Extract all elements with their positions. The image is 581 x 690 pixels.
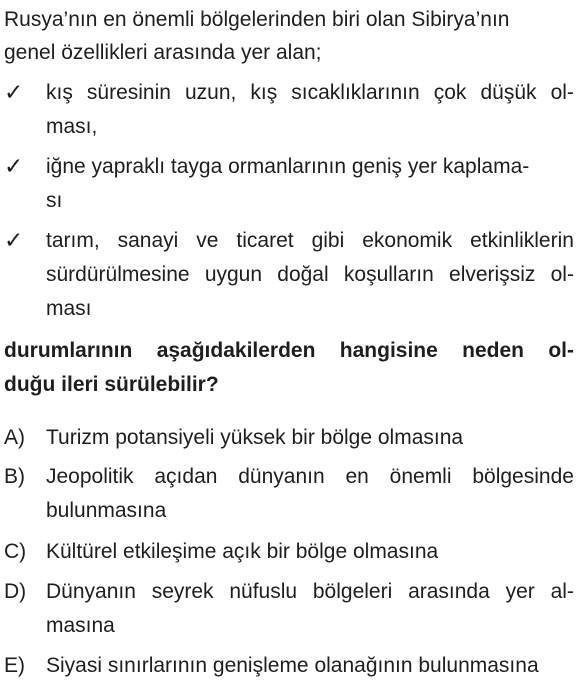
- word: bölgesinde: [472, 465, 574, 488]
- option-a-text[interactable]: Turizm potansiyeli yüksek bir bölge olmasına: [46, 426, 464, 449]
- word: koşulların: [343, 263, 434, 286]
- word: dünyanın: [238, 465, 325, 488]
- checklist-item-3-line-3: ması: [46, 297, 92, 320]
- word: sürdürülmesine: [46, 263, 190, 286]
- word: ve: [196, 229, 219, 252]
- option-d-letter[interactable]: D): [4, 580, 27, 603]
- word: elverişsiz: [449, 263, 536, 286]
- word: yer: [505, 580, 535, 603]
- word: uygun: [204, 263, 263, 286]
- word: bölgeleri: [312, 580, 393, 603]
- word: düşük: [480, 81, 537, 104]
- question-line-2: duğu ileri sürülebilir?: [4, 373, 219, 396]
- word: açıdan: [154, 465, 218, 488]
- option-a-letter[interactable]: A): [4, 426, 25, 449]
- word: ekonomik: [362, 229, 453, 252]
- checklist-item-1-line-1: [46, 81, 574, 105]
- word: etkinliklerin: [470, 229, 574, 252]
- word: Dünyanın: [46, 580, 136, 603]
- word: kış: [250, 81, 278, 104]
- word: hangisine: [339, 339, 438, 362]
- option-d-line-2[interactable]: masına: [46, 614, 115, 637]
- word: ol-: [550, 81, 574, 104]
- check-mark-icon: ✓: [4, 80, 24, 106]
- checklist-item-2-line-2: sı: [46, 189, 63, 212]
- intro-line-2: genel özellikleri arasında yer alan;: [4, 41, 322, 64]
- word: al-: [550, 580, 574, 603]
- word: aşağıdakilerden: [156, 339, 316, 362]
- intro-line-1: Rusya’nın en önemli bölgelerinden biri olan Sibirya’nın: [4, 8, 510, 31]
- checklist-item-3-line-1: [46, 229, 574, 253]
- check-mark-icon: ✓: [4, 228, 24, 254]
- word: çok: [433, 81, 467, 104]
- word: seyrek: [151, 580, 214, 603]
- word: gibi: [311, 229, 345, 252]
- word: Jeopolitik: [46, 465, 134, 488]
- word: ol-: [548, 339, 574, 362]
- word: sıcaklıklarının: [291, 81, 420, 104]
- word: süresinin: [86, 81, 171, 104]
- option-b-letter[interactable]: B): [4, 465, 25, 488]
- checklist-item-3-line-2: [46, 263, 574, 287]
- option-b-line-1[interactable]: [46, 465, 574, 489]
- word: durumlarının: [4, 339, 133, 362]
- word: sanayi: [117, 229, 179, 252]
- check-mark-icon: ✓: [4, 154, 24, 180]
- word: tarım,: [46, 229, 100, 252]
- option-c-text[interactable]: Kültürel etkileşime açık bir bölge olmasına: [46, 540, 439, 563]
- word: nüfuslu: [229, 580, 298, 603]
- word: en: [345, 465, 369, 488]
- word: önemli: [389, 465, 452, 488]
- checklist-item-1-line-2: ması,: [46, 115, 98, 138]
- option-d-line-1[interactable]: [46, 580, 574, 604]
- option-e-text[interactable]: Siyasi sınırlarının genişleme olanağının bulunmasına: [46, 654, 539, 677]
- word: ol-: [550, 263, 574, 286]
- word: uzun,: [184, 81, 237, 104]
- word: ticaret: [236, 229, 294, 252]
- question-line-1: [4, 339, 574, 363]
- word: neden: [462, 339, 524, 362]
- checklist-item-2-line-1: iğne yapraklı tayga ormanlarının geniş yer kaplama-: [46, 155, 530, 178]
- word: kış: [46, 81, 73, 104]
- word: arasında: [408, 580, 490, 603]
- option-b-line-2[interactable]: bulunmasına: [46, 499, 167, 522]
- option-c-letter[interactable]: C): [4, 540, 27, 563]
- option-e-letter[interactable]: E): [4, 654, 25, 677]
- word: doğal: [277, 263, 329, 286]
